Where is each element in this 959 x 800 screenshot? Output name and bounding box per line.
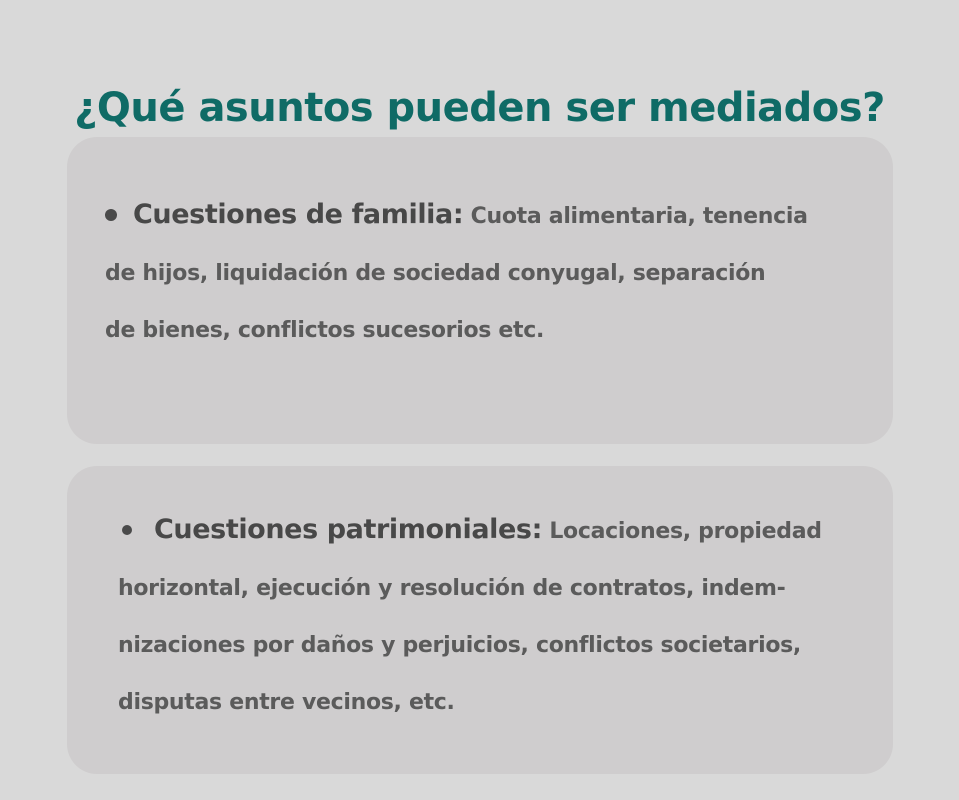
card-heading: Cuestiones de familia: bbox=[133, 199, 464, 230]
card-text bbox=[118, 501, 870, 731]
card-description-line: de hijos, liquidación de sociedad conyugal, separación bbox=[105, 261, 766, 286]
card-description-line: nizaciones por daños y perjuicios, conflictos societarios, bbox=[118, 633, 801, 658]
bullet-dot-icon bbox=[122, 525, 132, 535]
card-cuestiones-patrimoniales bbox=[67, 466, 893, 774]
card-first-line bbox=[105, 186, 865, 245]
bullet-dot-icon bbox=[105, 209, 117, 221]
card-description-line: disputas entre vecinos, etc. bbox=[118, 690, 455, 715]
page-title: ¿Qué asuntos pueden ser mediados? bbox=[74, 84, 885, 131]
card-description-line: horizontal, ejecución y resolución de contratos, indem- bbox=[118, 576, 786, 601]
card-description-line: Cuota alimentaria, tenencia bbox=[470, 204, 808, 229]
card-cuestiones-familia bbox=[67, 137, 893, 444]
card-heading: Cuestiones patrimoniales: bbox=[154, 514, 542, 545]
card-text bbox=[105, 186, 865, 359]
card-description-line: Locaciones, propiedad bbox=[549, 519, 822, 544]
card-first-line bbox=[118, 501, 870, 560]
card-description-line: de bienes, conflictos sucesorios etc. bbox=[105, 318, 545, 343]
